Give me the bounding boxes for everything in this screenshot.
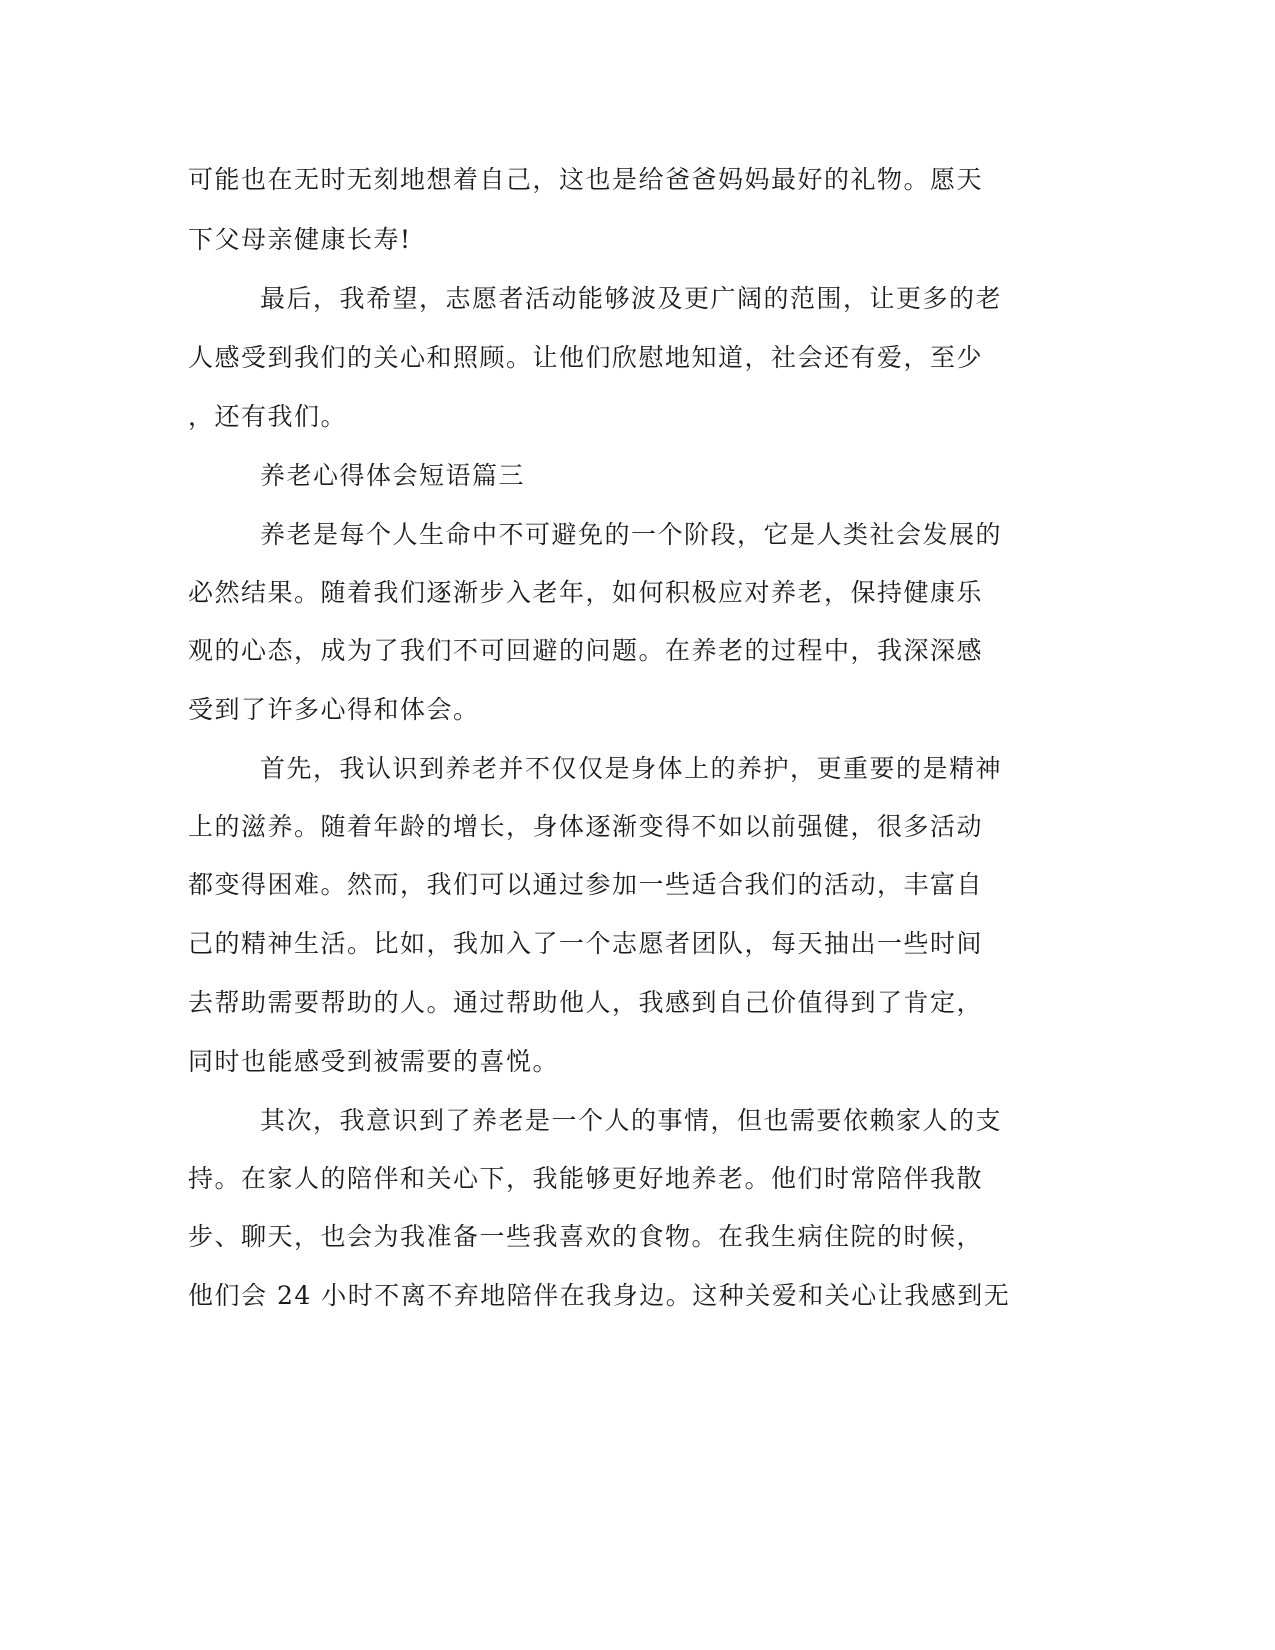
text-line: 必然结果。随着我们逐渐步入老年，如何积极应对养老，保持健康乐 [188,578,984,607]
paragraph-first-line: 养老是每个人生命中不可避免的一个阶段，它是人类社会发展的 [260,520,1003,549]
text-line: 持。在家人的陪伴和关心下，我能够更好地养老。他们时常陪伴我散 [188,1164,984,1193]
text-line: 人感受到我们的关心和照顾。让他们欣慰地知道，社会还有爱，至少 [188,343,984,372]
paragraph-first-line: 其次，我意识到了养老是一个人的事情，但也需要依赖家人的支 [260,1106,1003,1135]
section-heading: 养老心得体会短语篇三 [260,461,526,490]
text-line: 上的滋养。随着年龄的增长，身体逐渐变得不如以前强健，很多活动 [188,812,984,841]
paragraph-first-line: 首先，我认识到养老并不仅仅是身体上的养护，更重要的是精神 [260,754,1003,783]
paragraph-first-line: 最后，我希望，志愿者活动能够波及更广阔的范围，让更多的老 [260,284,1003,313]
text-line: 他们会 24 小时不离不弃地陪伴在我身边。这种关爱和关心让我感到无 [188,1281,1011,1310]
text-line: 己的精神生活。比如，我加入了一个志愿者团队，每天抽出一些时间 [188,929,984,958]
text-line: 可能也在无时无刻地想着自己，这也是给爸爸妈妈最好的礼物。愿天 [188,165,984,194]
text-line: 下父母亲健康长寿! [188,225,412,254]
text-line: 都变得困难。然而，我们可以通过参加一些适合我们的活动，丰富自 [188,870,984,899]
text-line: 受到了许多心得和体会。 [188,695,480,724]
text-line: ，还有我们。 [188,402,348,431]
text-line: 观的心态，成为了我们不可回避的问题。在养老的过程中，我深深感 [188,636,984,665]
text-line: 去帮助需要帮助的人。通过帮助他人，我感到自己价值得到了肯定， [188,988,984,1017]
text-line: 同时也能感受到被需要的喜悦。 [188,1047,560,1076]
text-line: 步、聊天，也会为我准备一些我喜欢的食物。在我生病住院的时候， [188,1222,984,1251]
